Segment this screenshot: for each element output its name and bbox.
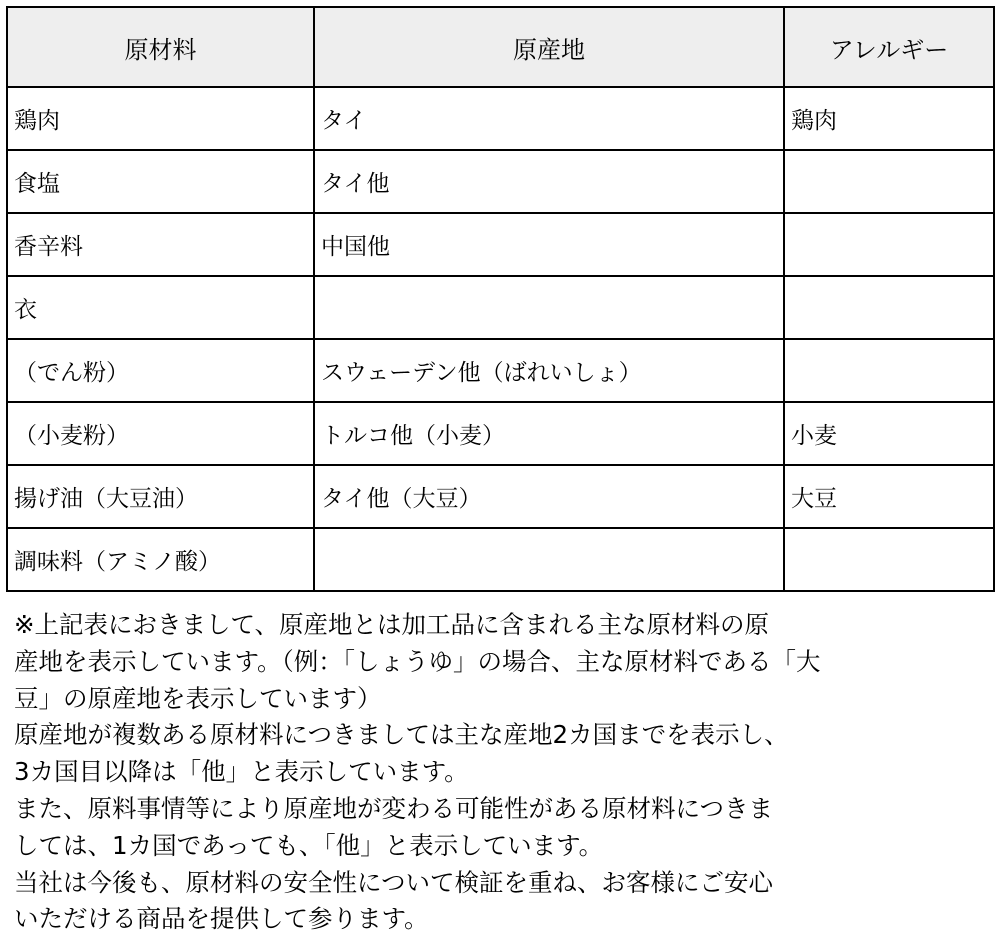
note-line: また、原料事情等により原産地が変わる可能性がある原材料につきま [14, 793, 774, 823]
table-row [7, 150, 994, 213]
cell-origin: タイ他 [314, 150, 784, 213]
notes-block [14, 607, 994, 938]
cell-ingredient: 衣 [7, 276, 314, 339]
cell-origin: タイ [314, 87, 784, 150]
table-row [7, 339, 994, 402]
cell-allergy: 大豆 [784, 465, 994, 528]
cell-allergy: 小麦 [784, 402, 994, 465]
note-line: 原産地が複数ある原材料につきましては主な産地2カ国までを表示し、 [14, 720, 789, 750]
cell-ingredient: 鶏肉 [7, 87, 314, 150]
note-line: 豆」の原産地を表示しています） [14, 683, 382, 713]
cell-origin: トルコ他（小麦） [314, 402, 784, 465]
table-row [7, 465, 994, 528]
cell-ingredient: 揚げ油（大豆油） [7, 465, 314, 528]
note-line: しては、1カ国であっても、「他」と表示しています。 [14, 830, 604, 860]
note-line: 3カ国目以降は「他」と表示しています。 [14, 757, 469, 787]
note-line: いただける商品を提供して参ります。 [14, 904, 429, 934]
cell-allergy [784, 150, 994, 213]
cell-allergy [784, 528, 994, 591]
cell-origin: タイ他（大豆） [314, 465, 784, 528]
cell-origin [314, 276, 784, 339]
cell-allergy [784, 339, 994, 402]
table-row [7, 528, 994, 591]
cell-allergy: 鶏肉 [784, 87, 994, 150]
note-line: ※上記表におきまして、原産地とは加工品に含まれる主な原材料の原 [14, 610, 770, 639]
cell-allergy [784, 276, 994, 339]
cell-ingredient: 香辛料 [7, 213, 314, 276]
header-ingredient: 原材料 [7, 7, 314, 87]
header-allergy: アレルギー [784, 7, 994, 87]
note-line: 当社は今後も、原材料の安全性について検証を重ね、お客様にご安心 [14, 867, 774, 897]
table-row [7, 213, 994, 276]
cell-allergy [784, 213, 994, 276]
cell-origin: 中国他 [314, 213, 784, 276]
ingredients-table [6, 6, 995, 592]
cell-ingredient: （でん粉） [7, 339, 314, 402]
table-row [7, 276, 994, 339]
table-row [7, 87, 994, 150]
cell-ingredient: 食塩 [7, 150, 314, 213]
cell-origin [314, 528, 784, 591]
cell-ingredient: （小麦粉） [7, 402, 314, 465]
cell-origin: スウェーデン他（ばれいしょ） [314, 339, 784, 402]
note-line: 産地を表示しています。（例：「しょうゆ」の場合、主な原材料である「大 [14, 646, 821, 676]
table-row [7, 402, 994, 465]
table-header-row [7, 7, 994, 87]
header-origin: 原産地 [314, 7, 784, 87]
cell-ingredient: 調味料（アミノ酸） [7, 528, 314, 591]
